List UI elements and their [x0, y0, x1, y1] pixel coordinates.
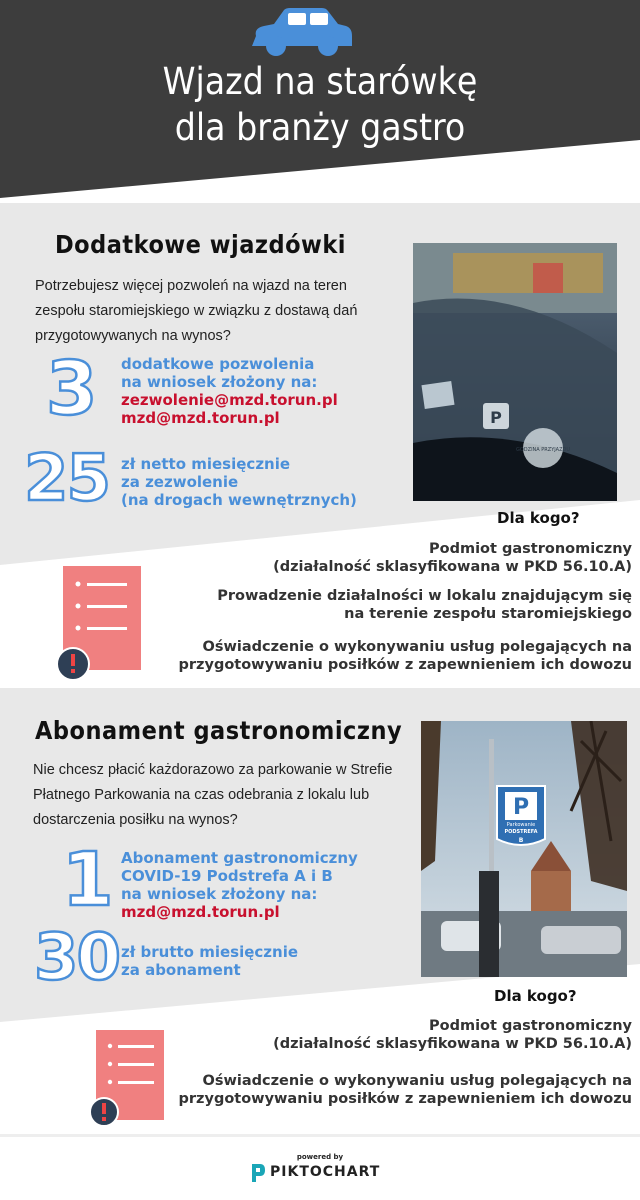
- car-icon: [250, 6, 354, 58]
- stat-number-30: 30: [34, 921, 120, 995]
- parking-sign-photo: [421, 721, 627, 977]
- svg-text:P: P: [490, 408, 502, 427]
- email-link[interactable]: mzd@mzd.torun.pl: [121, 409, 280, 427]
- sign-line2: PODSTREFA: [504, 829, 538, 835]
- section2-heading: Abonament gastronomiczny: [35, 716, 403, 745]
- stat-number-3: 3: [46, 346, 96, 432]
- requirement-item: Oświadczenie o wykonywaniu usług polegających na przygotowywaniu posiłków z zapewnieniem ich dowozu: [178, 639, 632, 673]
- windshield-photo: [413, 243, 617, 501]
- section1-heading: Dodatkowe wjazdówki: [55, 230, 346, 259]
- requirement-item: Podmiot gastronomiczny (działalność sklasyfikowana w PKD 56.10.A): [273, 1018, 632, 1052]
- stat-1-description: Abonament gastronomiczny COVID-19 Podstrefa A i B na wniosek złożony na: mzd@mzd.torun.pl: [121, 849, 358, 921]
- sign-line3: B: [518, 837, 524, 844]
- piktochart-brand[interactable]: PIKTOCHART: [270, 1164, 381, 1180]
- requirement-item: Podmiot gastronomiczny (działalność sklasyfikowana w PKD 56.10.A): [273, 541, 632, 575]
- section2-intro: Nie chcesz płacić każdorazowo za parkowanie w Strefie Płatnego Parkowania na czas odebrania z lokalu lub dostarczenia posiłku na wynos?: [33, 762, 393, 828]
- piktochart-logo-icon[interactable]: [250, 1162, 266, 1184]
- stat-3-description: dodatkowe pozwolenia na wniosek złożony na: zezwolenie@mzd.torun.pl mzd@mzd.torun.pl: [121, 355, 338, 427]
- stat-number-25: 25: [24, 442, 110, 516]
- email-link[interactable]: zezwolenie@mzd.torun.pl: [121, 391, 338, 409]
- stat-25-description: zł netto miesięcznie za zezwolenie (na drogach wewnętrznych): [121, 455, 357, 509]
- document-alert-icon: [88, 1030, 168, 1130]
- requirement-item: Prowadzenie działalności w lokalu znajdującym się na terenie zespołu staromiejskiego: [217, 588, 632, 622]
- for-whom-heading: Dla kogo?: [494, 987, 577, 1005]
- requirement-item: Oświadczenie o wykonywaniu usług polegających na przygotowywaniu posiłków z zapewnieniem ich dowozu: [178, 1073, 632, 1107]
- for-whom-heading: Dla kogo?: [497, 509, 580, 527]
- sign-line1: Parkowanie: [506, 822, 536, 828]
- powered-by-text: powered by: [296, 1153, 344, 1161]
- stat-30-description: zł brutto miesięcznie za abonament: [121, 943, 299, 979]
- document-alert-icon: [55, 566, 145, 684]
- stat-number-1: 1: [62, 837, 112, 923]
- email-link[interactable]: mzd@mzd.torun.pl: [121, 903, 280, 921]
- footer-divider: [0, 1134, 640, 1137]
- page-title-line-1: Wjazd na starówkę: [162, 60, 478, 103]
- section1-intro: Potrzebujesz więcej pozwoleń na wjazd na teren zespołu staromiejskiego w związku z dostawą dań przygotowywanych na wynos?: [35, 278, 358, 344]
- photo-caption: GODZINA PRZYJAZDU: [515, 447, 571, 453]
- page-title-line-2: dla branży gastro: [174, 106, 466, 149]
- sign-letter: P: [512, 795, 530, 820]
